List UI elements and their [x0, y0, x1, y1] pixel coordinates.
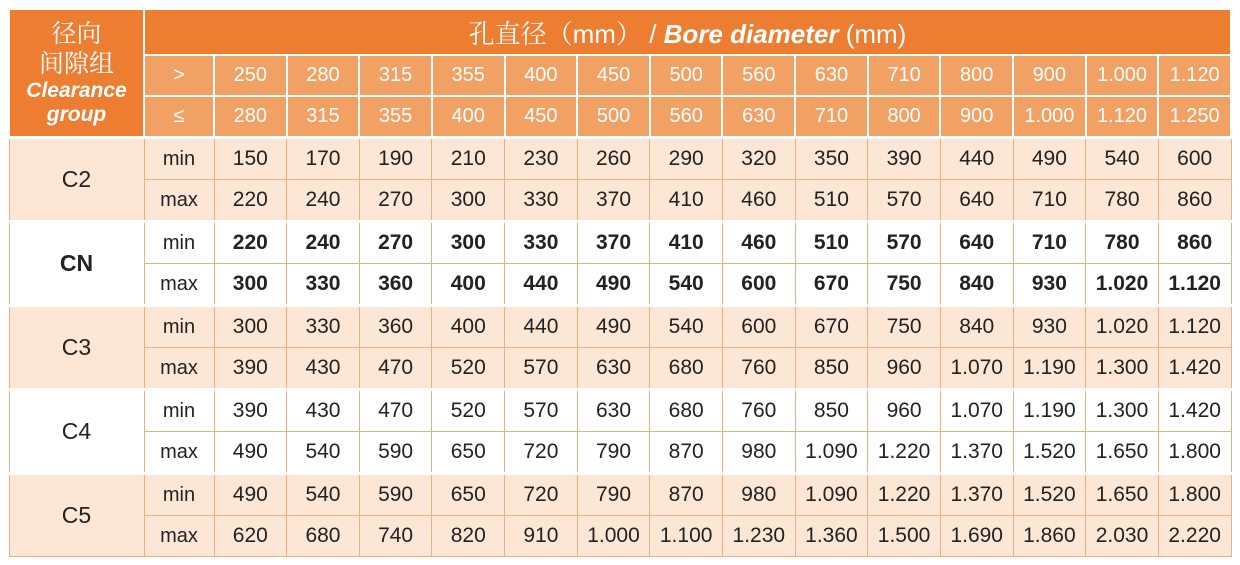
- group-label: CN: [9, 222, 144, 306]
- clearance-value: 490: [214, 432, 287, 474]
- bore-gt-value: 800: [940, 55, 1013, 96]
- bore-gt-value: 250: [214, 55, 287, 96]
- clearance-group-header: [9, 9, 144, 138]
- clearance-value: 490: [214, 474, 287, 516]
- clearance-value: 430: [287, 390, 360, 432]
- clearance-value: 260: [577, 138, 650, 180]
- bore-le-value: 355: [359, 96, 432, 138]
- clearance-value: 790: [577, 432, 650, 474]
- clearance-value: 1.020: [1086, 264, 1159, 306]
- clearance-value: 710: [1013, 180, 1086, 222]
- row-label-max: max: [144, 432, 214, 474]
- clearance-value: 220: [214, 180, 287, 222]
- bore-le-value: 900: [940, 96, 1013, 138]
- clearance-value: 1.000: [577, 516, 650, 557]
- greater-than-symbol: >: [144, 55, 214, 96]
- clearance-value: 390: [868, 138, 941, 180]
- clearance-value: 1.520: [1013, 432, 1086, 474]
- clearance-value: 150: [214, 138, 287, 180]
- corner-zh-line1: 径向: [51, 19, 102, 48]
- clearance-value: 870: [650, 432, 723, 474]
- clearance-value: 540: [1086, 138, 1159, 180]
- clearance-value: 670: [795, 264, 868, 306]
- clearance-value: 650: [432, 474, 505, 516]
- clearance-value: 840: [940, 306, 1013, 348]
- clearance-value: 520: [432, 348, 505, 390]
- clearance-value: 440: [505, 264, 578, 306]
- row-C4-min: [9, 390, 1231, 432]
- clearance-value: 410: [650, 180, 723, 222]
- clearance-value: 760: [722, 390, 795, 432]
- clearance-value: 850: [795, 390, 868, 432]
- title-separator: /: [641, 18, 664, 49]
- clearance-value: 1.370: [940, 432, 1013, 474]
- clearance-value: 300: [432, 180, 505, 222]
- clearance-value: 750: [868, 306, 941, 348]
- row-CN-max: [9, 264, 1231, 306]
- clearance-value: 540: [650, 306, 723, 348]
- clearance-value: 300: [214, 306, 287, 348]
- bore-gt-value: 560: [722, 55, 795, 96]
- clearance-value: 520: [432, 390, 505, 432]
- clearance-value: 360: [359, 306, 432, 348]
- clearance-value: 570: [505, 390, 578, 432]
- bore-gt-value: 710: [868, 55, 941, 96]
- clearance-value: 720: [505, 432, 578, 474]
- group-C4: [9, 390, 1231, 474]
- clearance-value: 860: [1158, 222, 1231, 264]
- bore-le-value: 450: [505, 96, 578, 138]
- row-CN-min: [9, 222, 1231, 264]
- clearance-value: 360: [359, 264, 432, 306]
- group-C5: [9, 474, 1231, 557]
- clearance-value: 290: [650, 138, 723, 180]
- title-unit: (mm): [838, 18, 907, 49]
- bore-less-equal-row: [9, 96, 1231, 138]
- clearance-value: 240: [287, 222, 360, 264]
- bore-gt-value: 450: [577, 55, 650, 96]
- bore-gt-value: 630: [795, 55, 868, 96]
- title-row: [9, 9, 1231, 55]
- row-C3-max: [9, 348, 1231, 390]
- clearance-value: 190: [359, 138, 432, 180]
- bore-le-value: 800: [868, 96, 941, 138]
- group-CN: [9, 222, 1231, 306]
- clearance-value: 490: [577, 306, 650, 348]
- clearance-value: 220: [214, 222, 287, 264]
- clearance-value: 460: [722, 180, 795, 222]
- bore-le-value: 560: [650, 96, 723, 138]
- clearance-value: 790: [577, 474, 650, 516]
- clearance-value: 1.690: [940, 516, 1013, 557]
- clearance-value: 300: [432, 222, 505, 264]
- clearance-value: 650: [432, 432, 505, 474]
- clearance-value: 1.190: [1013, 348, 1086, 390]
- row-label-min: min: [144, 474, 214, 516]
- row-label-min: min: [144, 222, 214, 264]
- clearance-value: 780: [1086, 222, 1159, 264]
- clearance-value: 230: [505, 138, 578, 180]
- clearance-value: 820: [432, 516, 505, 557]
- clearance-value: 1.520: [1013, 474, 1086, 516]
- clearance-value: 720: [505, 474, 578, 516]
- clearance-value: 1.300: [1086, 390, 1159, 432]
- table-header: [9, 9, 1231, 138]
- clearance-value: 930: [1013, 264, 1086, 306]
- group-C3: [9, 306, 1231, 390]
- clearance-value: 590: [359, 474, 432, 516]
- clearance-value: 1.800: [1158, 432, 1231, 474]
- bore-le-value: 710: [795, 96, 868, 138]
- clearance-value: 910: [505, 516, 578, 557]
- clearance-value: 270: [359, 222, 432, 264]
- clearance-value: 390: [214, 348, 287, 390]
- clearance-value: 590: [359, 432, 432, 474]
- clearance-value: 240: [287, 180, 360, 222]
- clearance-value: 1.120: [1158, 306, 1231, 348]
- bore-gt-value: 1.000: [1086, 55, 1159, 96]
- clearance-value: 1.090: [795, 474, 868, 516]
- bore-diameter-title: [144, 9, 1231, 55]
- corner-en-line2: group: [46, 103, 107, 126]
- clearance-value: 1.220: [868, 432, 941, 474]
- clearance-value: 440: [505, 306, 578, 348]
- clearance-table: [8, 8, 1232, 557]
- clearance-value: 680: [650, 390, 723, 432]
- clearance-value: 930: [1013, 306, 1086, 348]
- clearance-value: 680: [650, 348, 723, 390]
- clearance-value: 1.370: [940, 474, 1013, 516]
- clearance-value: 210: [432, 138, 505, 180]
- row-label-max: max: [144, 180, 214, 222]
- clearance-value: 470: [359, 390, 432, 432]
- clearance-value: 570: [868, 180, 941, 222]
- bore-greater-than-row: [9, 55, 1231, 96]
- row-label-min: min: [144, 138, 214, 180]
- clearance-value: 860: [1158, 180, 1231, 222]
- title-zh: 孔直径（mm）: [468, 18, 642, 49]
- bore-le-value: 280: [214, 96, 287, 138]
- row-label-min: min: [144, 390, 214, 432]
- clearance-value: 1.070: [940, 390, 1013, 432]
- clearance-value: 1.360: [795, 516, 868, 557]
- clearance-value: 680: [287, 516, 360, 557]
- group-label: C4: [9, 390, 144, 474]
- bore-gt-value: 400: [505, 55, 578, 96]
- clearance-value: 490: [1013, 138, 1086, 180]
- row-label-min: min: [144, 306, 214, 348]
- clearance-value: 1.070: [940, 348, 1013, 390]
- bore-le-value: 630: [722, 96, 795, 138]
- clearance-value: 400: [432, 306, 505, 348]
- row-C5-min: [9, 474, 1231, 516]
- clearance-value: 960: [868, 390, 941, 432]
- clearance-value: 320: [722, 138, 795, 180]
- clearance-value: 2.030: [1086, 516, 1159, 557]
- row-C2-max: [9, 180, 1231, 222]
- clearance-value: 370: [577, 222, 650, 264]
- clearance-value: 1.420: [1158, 390, 1231, 432]
- clearance-value: 1.230: [722, 516, 795, 557]
- group-C2: [9, 138, 1231, 222]
- clearance-value: 1.500: [868, 516, 941, 557]
- row-label-max: max: [144, 348, 214, 390]
- clearance-value: 490: [577, 264, 650, 306]
- clearance-value: 1.120: [1158, 264, 1231, 306]
- clearance-value: 1.650: [1086, 432, 1159, 474]
- clearance-value: 740: [359, 516, 432, 557]
- clearance-value: 330: [505, 222, 578, 264]
- clearance-value: 460: [722, 222, 795, 264]
- clearance-value: 470: [359, 348, 432, 390]
- clearance-value: 330: [287, 264, 360, 306]
- clearance-value: 620: [214, 516, 287, 557]
- clearance-value: 1.220: [868, 474, 941, 516]
- clearance-value: 410: [650, 222, 723, 264]
- bore-gt-value: 355: [432, 55, 505, 96]
- clearance-value: 1.860: [1013, 516, 1086, 557]
- clearance-value: 540: [287, 432, 360, 474]
- bore-gt-value: 900: [1013, 55, 1086, 96]
- clearance-value: 600: [1158, 138, 1231, 180]
- clearance-value: 640: [940, 222, 1013, 264]
- clearance-value: 870: [650, 474, 723, 516]
- clearance-value: 1.300: [1086, 348, 1159, 390]
- clearance-value: 1.800: [1158, 474, 1231, 516]
- row-C3-min: [9, 306, 1231, 348]
- clearance-value: 630: [577, 390, 650, 432]
- clearance-value: 510: [795, 180, 868, 222]
- row-label-max: max: [144, 264, 214, 306]
- clearance-value: 670: [795, 306, 868, 348]
- clearance-value: 850: [795, 348, 868, 390]
- clearance-value: 430: [287, 348, 360, 390]
- bore-gt-value: 315: [359, 55, 432, 96]
- clearance-value: 350: [795, 138, 868, 180]
- clearance-value: 980: [722, 474, 795, 516]
- clearance-value: 640: [940, 180, 1013, 222]
- row-C4-max: [9, 432, 1231, 474]
- clearance-value: 710: [1013, 222, 1086, 264]
- row-label-max: max: [144, 516, 214, 557]
- clearance-value: 540: [650, 264, 723, 306]
- clearance-value: 540: [287, 474, 360, 516]
- clearance-value: 170: [287, 138, 360, 180]
- clearance-value: 2.220: [1158, 516, 1231, 557]
- clearance-value: 1.100: [650, 516, 723, 557]
- clearance-value: 330: [287, 306, 360, 348]
- clearance-value: 570: [505, 348, 578, 390]
- bore-le-value: 1.250: [1158, 96, 1231, 138]
- clearance-value: 1.090: [795, 432, 868, 474]
- clearance-value: 1.020: [1086, 306, 1159, 348]
- clearance-value: 600: [722, 264, 795, 306]
- less-equal-symbol: ≤: [144, 96, 214, 138]
- corner-en-line1: Clearance: [26, 78, 127, 102]
- clearance-value: 1.650: [1086, 474, 1159, 516]
- corner-zh-line2: 间隙组: [38, 49, 114, 78]
- title-en: Bore diameter: [663, 18, 839, 49]
- clearance-value: 440: [940, 138, 1013, 180]
- group-label: C3: [9, 306, 144, 390]
- clearance-value: 980: [722, 432, 795, 474]
- bore-le-value: 1.000: [1013, 96, 1086, 138]
- clearance-value: 760: [722, 348, 795, 390]
- row-C2-min: [9, 138, 1231, 180]
- clearance-value: 630: [577, 348, 650, 390]
- bore-gt-value: 500: [650, 55, 723, 96]
- bore-gt-value: 1.120: [1158, 55, 1231, 96]
- clearance-value: 510: [795, 222, 868, 264]
- clearance-value: 780: [1086, 180, 1159, 222]
- clearance-value: 390: [214, 390, 287, 432]
- clearance-value: 270: [359, 180, 432, 222]
- row-C5-max: [9, 516, 1231, 557]
- clearance-value: 600: [722, 306, 795, 348]
- group-label: C2: [9, 138, 144, 222]
- clearance-value: 840: [940, 264, 1013, 306]
- clearance-value: 750: [868, 264, 941, 306]
- clearance-value: 300: [214, 264, 287, 306]
- clearance-value: 400: [432, 264, 505, 306]
- bore-le-value: 400: [432, 96, 505, 138]
- clearance-value: 370: [577, 180, 650, 222]
- clearance-value: 1.420: [1158, 348, 1231, 390]
- bore-le-value: 315: [287, 96, 360, 138]
- clearance-value: 330: [505, 180, 578, 222]
- clearance-value: 570: [868, 222, 941, 264]
- bore-gt-value: 280: [287, 55, 360, 96]
- bore-le-value: 1.120: [1086, 96, 1159, 138]
- group-label: C5: [9, 474, 144, 557]
- clearance-value: 960: [868, 348, 941, 390]
- clearance-value: 1.190: [1013, 390, 1086, 432]
- bore-le-value: 500: [577, 96, 650, 138]
